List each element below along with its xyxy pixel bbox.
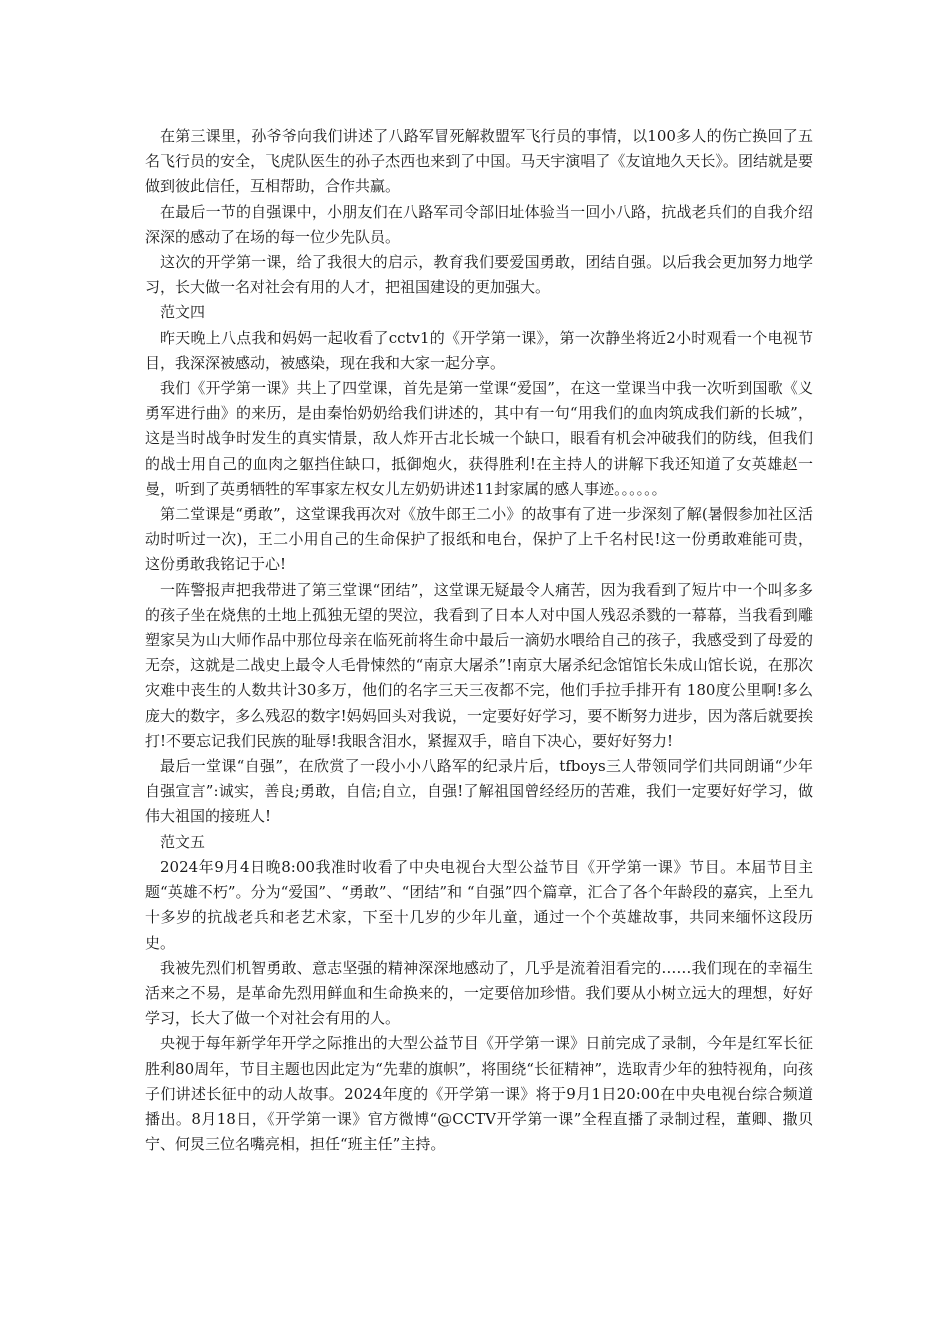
paragraph: 在第三课里，孙爷爷向我们讲述了八路军冒死解救盟军飞行员的事情，以100多人的伤亡换回了五名飞行员的安全，飞虎队医生的孙子杰西也来到了中国。马天宇演唱了《友谊地久天长》。团结就是要做到彼此信任，互相帮助，合作共赢。 bbox=[145, 127, 813, 196]
paragraph: 这次的开学第一课，给了我很大的启示，教育我们要爱国勇敢，团结自强。以后我会更加努力地学习，长大做一名对社会有用的人才，把祖国建设的更加强大。 bbox=[145, 253, 813, 297]
paragraph: 央视于每年新学年开学之际推出的大型公益节目《开学第一课》日前完成了录制，今年是红军长征胜利80周年，节目主题也因此定为“先辈的旗帜”，将围绕“长征精神”，选取青少年的独特视角，向孩子们讲述长征中的动人故事。2024年度的《开学第一课》将于9月1日20:00在中央电视台综合频道播出。8月18日，《开学第一课》官方微博“@CCTV开学第一课”全程直播了录制过程，董卿、撒贝宁、何炅三位名嘴亮相，担任“班主任”主持。 bbox=[145, 1034, 813, 1154]
paragraph: 昨天晚上八点我和妈妈一起收看了cctv1的《开学第一课》，第一次静坐将近2小时观看一个电视节目，我深深被感动，被感染，现在我和大家一起分享。 bbox=[145, 328, 813, 372]
document-page bbox=[145, 124, 813, 1157]
paragraph: 最后一堂课“自强”，在欣赏了一段小小八路军的纪录片后，tfboys三人带领同学们共同朗诵“少年自强宣言”:诚实，善良;勇敢，自信;自立，自强!了解祖国曾经经历的苦难，我们一定要好好学习，做伟大祖国的接班人! bbox=[145, 757, 813, 826]
section-heading: 范文四 bbox=[160, 303, 206, 322]
section-heading: 范文五 bbox=[160, 832, 206, 851]
paragraph: 一阵警报声把我带进了第三堂课“团结”，这堂课无疑最令人痛苦，因为我看到了短片中一个叫多多的孩子坐在烧焦的土地上孤独无望的哭泣，我看到了日本人对中国人残忍杀戮的一幕幕，当我看到雕塑家吴为山大师作品中那位母亲在临死前将生命中最后一滴奶水喂给自己的孩子，我感受到了母爱的无奈，这就是二战史上最令人毛骨悚然的“南京大屠杀”!南京大屠杀纪念馆馆长朱成山馆长说，在那次灾难中丧生的人数共计30多万，他们的名字三天三夜都不完，他们手拉手排开有 180度公里啊!多么庞大的数字，多么残忍的数字!妈妈回头对我说，一定要好好学习，要不断努力进步，因为落后就要挨打!不要忘记我们民族的耻辱!我眼含泪水，紧握双手，暗自下决心，要好好努力! bbox=[145, 580, 813, 750]
paragraph: 我们《开学第一课》共上了四堂课，首先是第一堂课“爱国”，在这一堂课当中我一次听到国歌《义勇军进行曲》的来历，是由秦怡奶奶给我们讲述的，其中有一句“用我们的血肉筑成我们新的长城”，这是当时战争时发生的真实情景，敌人炸开古北长城一个缺口，眼看有机会冲破我们的防线，但我们的战士用自己的血肉之躯挡住缺口，抵御炮火，获得胜利!在主持人的讲解下我还知道了女英雄赵一曼，听到了英勇牺牲的军事家左权女儿左奶奶讲述11封家属的感人事迹。。。。。。 bbox=[145, 379, 813, 498]
paragraph: 我被先烈们机智勇敢、意志坚强的精神深深地感动了，几乎是流着泪看完的……我们现在的幸福生活来之不易，是革命先烈用鲜血和生命换来的，一定要倍加珍惜。我们要从小树立远大的理想，好好学习，长大了做一个对社会有用的人。 bbox=[145, 958, 813, 1028]
paragraph: 2024年9月4日晚8:00我准时收看了中央电视台大型公益节目《开学第一课》节目。本届节目主题“英雄不朽”。分为“爱国”、“勇敢”、“团结”和 “自强”四个篇章，汇合了各个年龄段的嘉宾，上至九十多岁的抗战老兵和老艺术家，下至十几岁的少年儿童，通过一个个英雄故事，共同来缅怀这段历史。 bbox=[145, 857, 813, 952]
paragraph: 第二堂课是“勇敢”，这堂课我再次对《放牛郎王二小》的故事有了进一步深刻了解(暑假参加社区活动时听过一次)，王二小用自己的生命保护了报纸和电台，保护了上千名村民!这一份勇敢难能可贵，这份勇敢我铭记于心! bbox=[145, 505, 813, 574]
paragraph: 在最后一节的自强课中，小朋友们在八路军司令部旧址体验当一回小八路，抗战老兵们的自我介绍深深的感动了在场的每一位少先队员。 bbox=[145, 202, 813, 246]
